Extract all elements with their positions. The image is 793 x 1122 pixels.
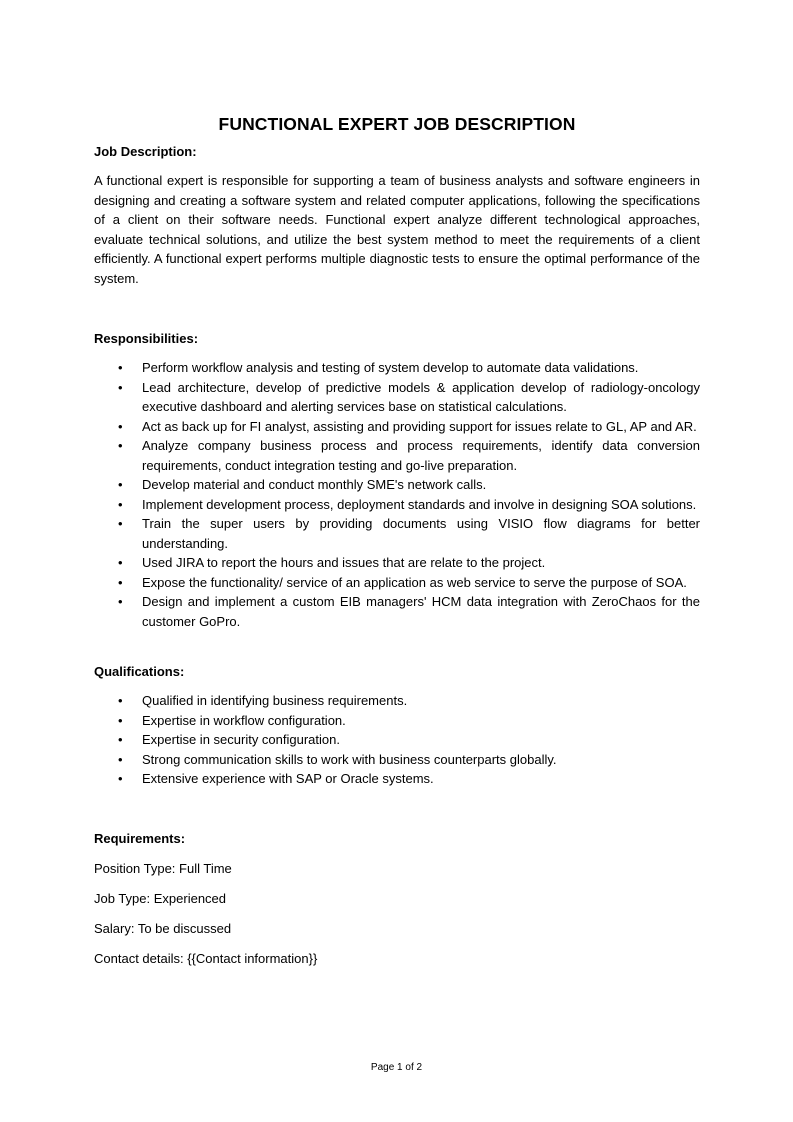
- bullet-icon: •: [118, 379, 123, 395]
- job-type-text: Job Type: Experienced: [94, 890, 227, 906]
- bullet-icon: •: [118, 516, 123, 531]
- bullet-icon: •: [118, 712, 123, 728]
- bullet-icon: •: [118, 574, 123, 590]
- list-item-text: Implement development process, deployment standards and involve in designing SOA solutions.: [142, 496, 697, 512]
- contact-details-text: Contact details: {{Contact information}}: [94, 950, 318, 966]
- list-item: [94, 711, 700, 731]
- list-item: [94, 573, 700, 593]
- list-item: [94, 592, 700, 631]
- qualifications-list: [94, 691, 700, 789]
- bullet-icon: •: [118, 496, 123, 512]
- list-item: [94, 436, 700, 475]
- bullet-icon: •: [118, 477, 123, 492]
- job-description-text: A functional expert is responsible for supporting a team of business analysts and software engineers in designing and creating a software system and related computer applications, following the specifications of a client on their software needs. Functional expert analyze different technological approaches, evaluate technical solutions, and utilize the best system method to meet the requirements of a client efficiently. A functional expert performs multiple diagnostic tests to ensure the optimal performance of the system.: [94, 173, 700, 286]
- list-item-text: Lead architecture, develop of predictive models & application develop of radiology-oncology executive dashboard and alerting services base on statistical calculations.: [142, 379, 700, 414]
- bullet-icon: •: [118, 360, 123, 375]
- bullet-icon: •: [118, 693, 123, 708]
- list-item: [94, 514, 700, 553]
- page-number-footer: Page 1 of 2: [370, 1062, 423, 1073]
- list-item: [94, 769, 700, 789]
- bullet-icon: •: [118, 751, 123, 767]
- document-page: [94, 112, 700, 968]
- bullet-icon: •: [118, 771, 123, 786]
- list-item: [94, 553, 700, 573]
- list-item: [94, 358, 700, 378]
- list-item: [94, 378, 700, 417]
- qualifications-heading: Qualifications:: [94, 664, 185, 679]
- list-item-text: Expertise in security configuration.: [142, 732, 340, 747]
- list-item-text: Perform workflow analysis and testing of system develop to automate data validations.: [142, 360, 639, 375]
- list-item-text: Expose the functionality/ service of an application as web service to serve the purpose of SOA.: [142, 574, 687, 590]
- list-item-text: Expertise in workflow configuration.: [142, 712, 346, 728]
- list-item: [94, 417, 700, 437]
- list-item: [94, 495, 700, 515]
- list-item: [94, 750, 700, 770]
- position-type-text: Position Type: Full Time: [94, 860, 232, 876]
- responsibilities-list: [94, 358, 700, 631]
- list-item: [94, 691, 700, 711]
- responsibilities-heading: Responsibilities:: [94, 331, 199, 346]
- list-item-text: Extensive experience with SAP or Oracle systems.: [142, 771, 434, 786]
- list-item-text: Design and implement a custom EIB managers' HCM data integration with ZeroChaos for the customer GoPro.: [142, 594, 700, 629]
- list-item-text: Train the super users by providing documents using VISIO flow diagrams for better understanding.: [142, 516, 700, 551]
- list-item-text: Act as back up for FI analyst, assisting and providing support for issues relate to GL, AP and AR.: [142, 418, 697, 434]
- list-item-text: Strong communication skills to work with business counterparts globally.: [142, 751, 557, 767]
- list-item-text: Qualified in identifying business requirements.: [142, 693, 408, 708]
- list-item: [94, 475, 700, 495]
- salary-text: Salary: To be discussed: [94, 920, 232, 936]
- bullet-icon: •: [118, 418, 123, 434]
- list-item-text: Used JIRA to report the hours and issues that are relate to the project.: [142, 555, 546, 570]
- bullet-icon: •: [118, 555, 123, 570]
- job-description-heading: Job Description:: [94, 144, 197, 159]
- bullet-icon: •: [118, 594, 123, 609]
- document-title: FUNCTIONAL EXPERT JOB DESCRIPTION: [218, 114, 576, 134]
- list-item-text: Develop material and conduct monthly SME's network calls.: [142, 477, 487, 492]
- bullet-icon: •: [118, 438, 123, 453]
- list-item: [94, 730, 700, 750]
- requirements-heading: Requirements:: [94, 830, 186, 846]
- bullet-icon: •: [118, 732, 123, 747]
- list-item-text: Analyze company business process and process requirements, identify data conversion requirements, conduct integration testing and go-live preparation.: [142, 438, 700, 473]
